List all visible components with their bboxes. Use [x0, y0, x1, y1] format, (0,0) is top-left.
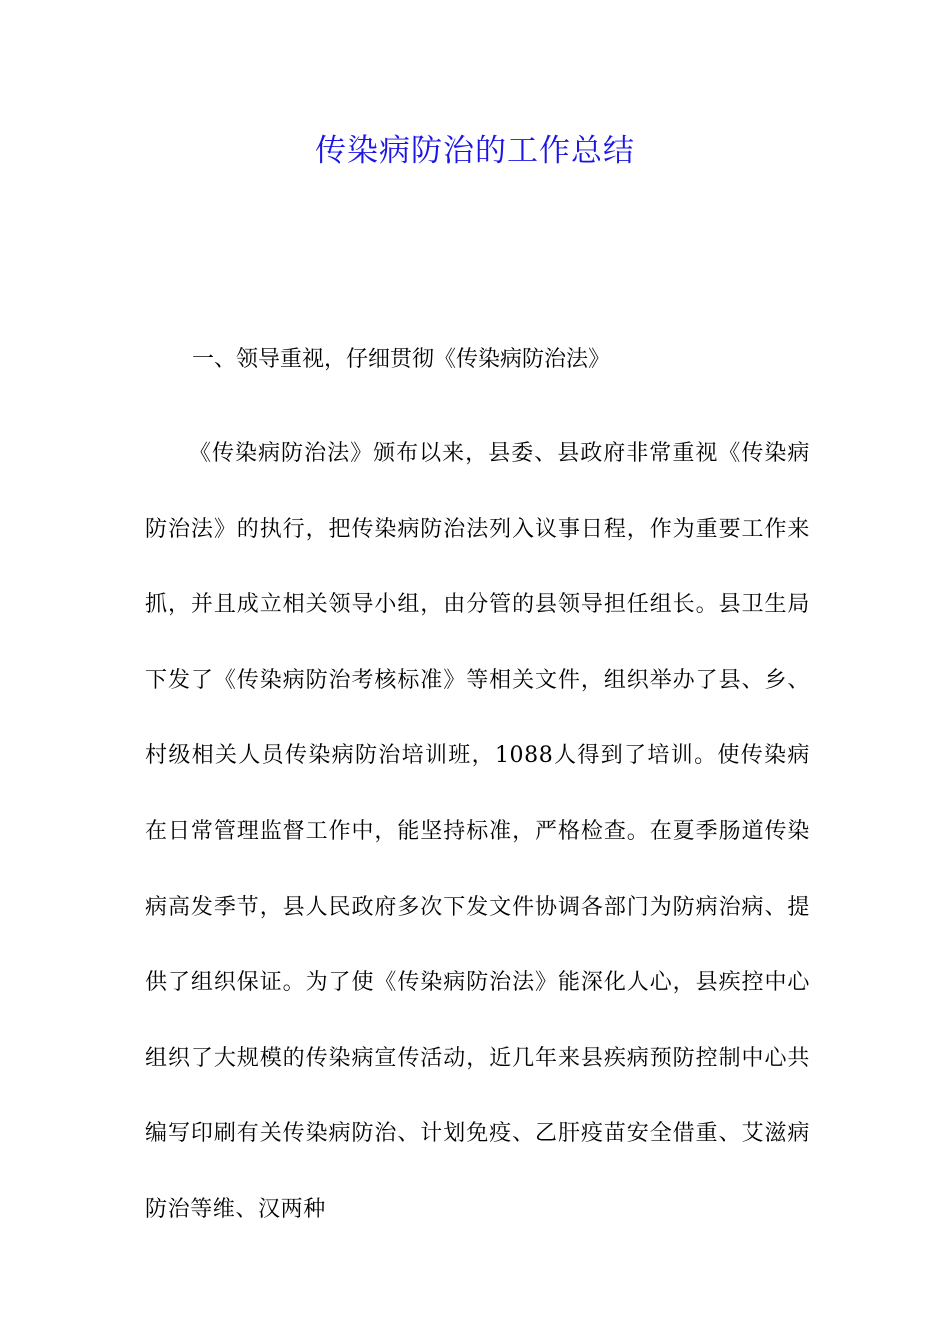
- document-title: 传染病防治的工作总结: [315, 133, 635, 169]
- section-heading: 一、领导重视，仔细贯彻《传染病防治法》: [192, 347, 611, 372]
- body-paragraph: 《传染病防治法》颁布以来，县委、县政府非常重视《传染病防治法》的执行，把传染病防治法列入议事日程，作为重要工作来抓，并且成立相关领导小组，由分管的县领导担任组长。县卫生局下发了《传染病防治考核标准》等相关文件，组织举办了县、乡、村级相关人员传染病防治培训班，1088人得到了培训。使传染病在日常管理监督工作中，能坚持标准，严格检查。在夏季肠道传染病高发季节，县人民政府多次下发文件协调各部门为防病治病、提供了组织保证。为了使《传染病防治法》能深化人心，县疾控中心组织了大规模的传染病宣传活动，近几年来县疾病预防控制中心共编写印刷有关传染病防治、计划免疫、乙肝疫苗安全借重、艾滋病防治等维、汉两种: [145, 441, 810, 1222]
